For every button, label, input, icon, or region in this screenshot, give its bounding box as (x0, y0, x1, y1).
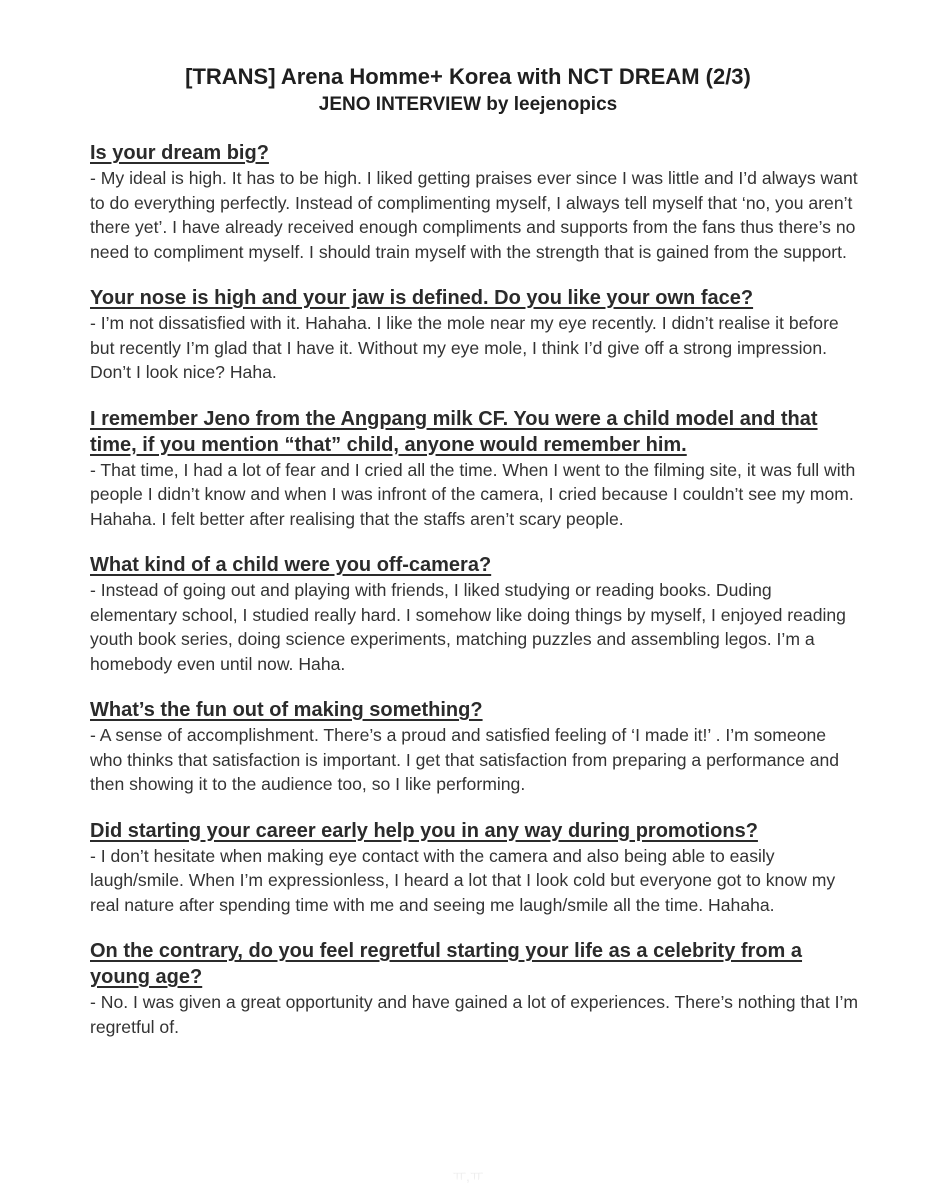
answer: - A sense of accomplishment. There’s a proud and satisfied feeling of ‘I made it!’ . I’m someone who thinks that satisfaction is important. I get that satisfaction from preparing a performance and then showing it to the audience too, so I like performing. (90, 725, 840, 794)
qa-item (90, 938, 860, 1039)
qa-item (90, 140, 860, 264)
answer: - That time, I had a lot of fear and I cried all the time. When I went to the filming site, it was full with people I didn’t know and when I was infront of the camera, I cried because I couldn’t see my mom. Hahaha. I felt better after realising that the staffs aren’t scary people. (90, 459, 856, 529)
answer: - No. I was given a great opportunity and have gained a lot of experiences. There’s nothing that I’m regretful of. (90, 992, 859, 1037)
answer: - I’m not dissatisfied with it. Hahaha. I like the mole near my eye recently. I didn’t realise it before but recently I’m glad that I have it. Without my eye mole, I think I’d give off a strong impression. Don’t I look nice? Haha. (90, 313, 839, 382)
question: What’s the fun out of making something? (90, 699, 483, 721)
question: What kind of a child were you off-camera? (90, 554, 492, 576)
qa-item (90, 552, 860, 676)
title-block (0, 62, 936, 118)
qa-item (90, 406, 860, 532)
answer: - I don’t hesitate when making eye contact with the camera and also being able to easily laugh/smile. When I’m expressionless, I heard a lot that I look cold but everyone got to know my real nature after spending time with me and seeing me laugh/smile all the time. Hahaha. (90, 845, 836, 915)
qa-item (90, 285, 860, 385)
answer: - My ideal is high. It has to be high. I liked getting praises ever since I was little and I’d always want to do everything perfectly. Instead of complimenting myself, I always tell myself that ‘no, you aren’t there yet’. I have already received enough compliments and supports from the fans thus there’s no need to compliment myself. I should train myself with the strength that is gained from the support. (90, 168, 858, 262)
document-title: [TRANS] Arena Homme+ Korea with NCT DREAM (2/3) (185, 64, 751, 89)
interview-content (90, 140, 860, 1060)
question: Did starting your career early help you in any way during promotions? (90, 819, 758, 842)
qa-item (90, 818, 860, 918)
question: Your nose is high and your jaw is defined. Do you like your own face? (90, 287, 754, 309)
qa-item (90, 697, 860, 797)
question: On the contrary, do you feel regretful starting your life as a celebrity from a young age? (90, 940, 803, 988)
answer: - Instead of going out and playing with friends, I liked studying or reading books. Duding elementary school, I studied really hard. I somehow like doing things by myself, I enjoyed reading youth book series, doing science experiments, matching puzzles and assembling legos. I’m a homebody even until now. Haha. (90, 580, 846, 674)
document-subtitle: JENO INTERVIEW by leejenopics (318, 94, 618, 115)
watermark: ㅠ,ㅠ (452, 1168, 484, 1184)
question: Is your dream big? (90, 142, 269, 164)
question: I remember Jeno from the Angpang milk CF. You were a child model and that time, if you mention “that” child, anyone would remember him. (90, 407, 818, 456)
